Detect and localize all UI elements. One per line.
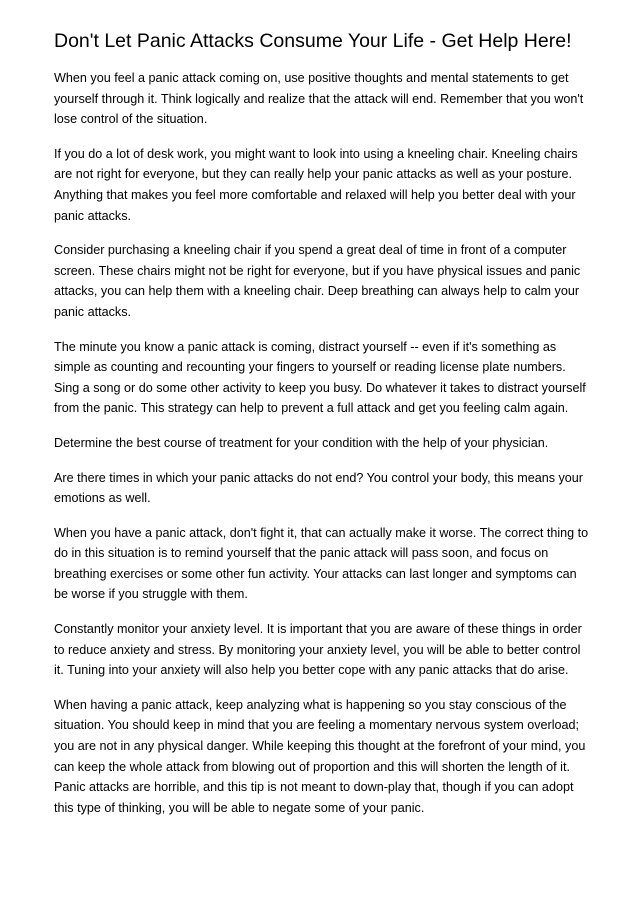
paragraph-6: Are there times in which your panic attacks do not end? You control your body, this means your emotions as well. — [54, 470, 583, 506]
document-page — [54, 29, 590, 832]
paragraph-4: The minute you know a panic attack is coming, distract yourself -- even if it's something as simple as counting and recounting your fingers to yourself or reading license plate numbers. Sing a song or do some other activity to keep you busy. Do whatever it takes to distract yourself from the panic. This strategy can help to prevent a full attack and get you feeling calm again. — [54, 339, 586, 416]
paragraph-5: Determine the best course of treatment for your condition with the help of your physician. — [54, 435, 549, 450]
paragraph-1: When you feel a panic attack coming on, use positive thoughts and mental statements to get yourself through it. Think logically and realize that the attack will end. Remember that you won't lose control of the situation. — [54, 71, 584, 127]
paragraph-2: If you do a lot of desk work, you might want to look into using a kneeling chair. Kneeling chairs are not right for everyone, but they can really help your panic attacks as well as your posture. Anything that makes you feel more comfortable and relaxed will help you better deal with your panic attacks. — [54, 146, 578, 223]
paragraph-9: When having a panic attack, keep analyzing what is happening so you stay conscious of the situation. You should keep in mind that you are feeling a momentary nervous system overload; you are not in any physical danger. While keeping this thought at the forefront of your mind, you can keep the whole attack from blowing out of proportion and this will shorten the length of it. Panic attacks are horrible, and this tip is not meant to down-play that, though if you can adopt this type of thinking, you will be able to negate some of your panic. — [54, 697, 586, 815]
paragraph-7: When you have a panic attack, don't fight it, that can actually make it worse. The correct thing to do in this situation is to remind yourself that the panic attack will pass soon, and focus on breathing exercises or some other fun activity. Your attacks can last longer and symptoms can be worse if you struggle with them. — [54, 525, 589, 602]
paragraph-3: Consider purchasing a kneeling chair if you spend a great deal of time in front of a computer screen. These chairs might not be right for everyone, but if you have physical issues and panic attacks, you can help them with a kneeling chair. Deep breathing can always help to calm your panic attacks. — [54, 243, 581, 319]
page-title: Don't Let Panic Attacks Consume Your Life - Get Help Here! — [54, 30, 572, 52]
paragraph-8: Constantly monitor your anxiety level. It is important that you are aware of these things in order to reduce anxiety and stress. By monitoring your anxiety level, you will be able to better control it. Tuning into your anxiety will also help you better cope with any panic attacks that do arise. — [54, 622, 582, 678]
